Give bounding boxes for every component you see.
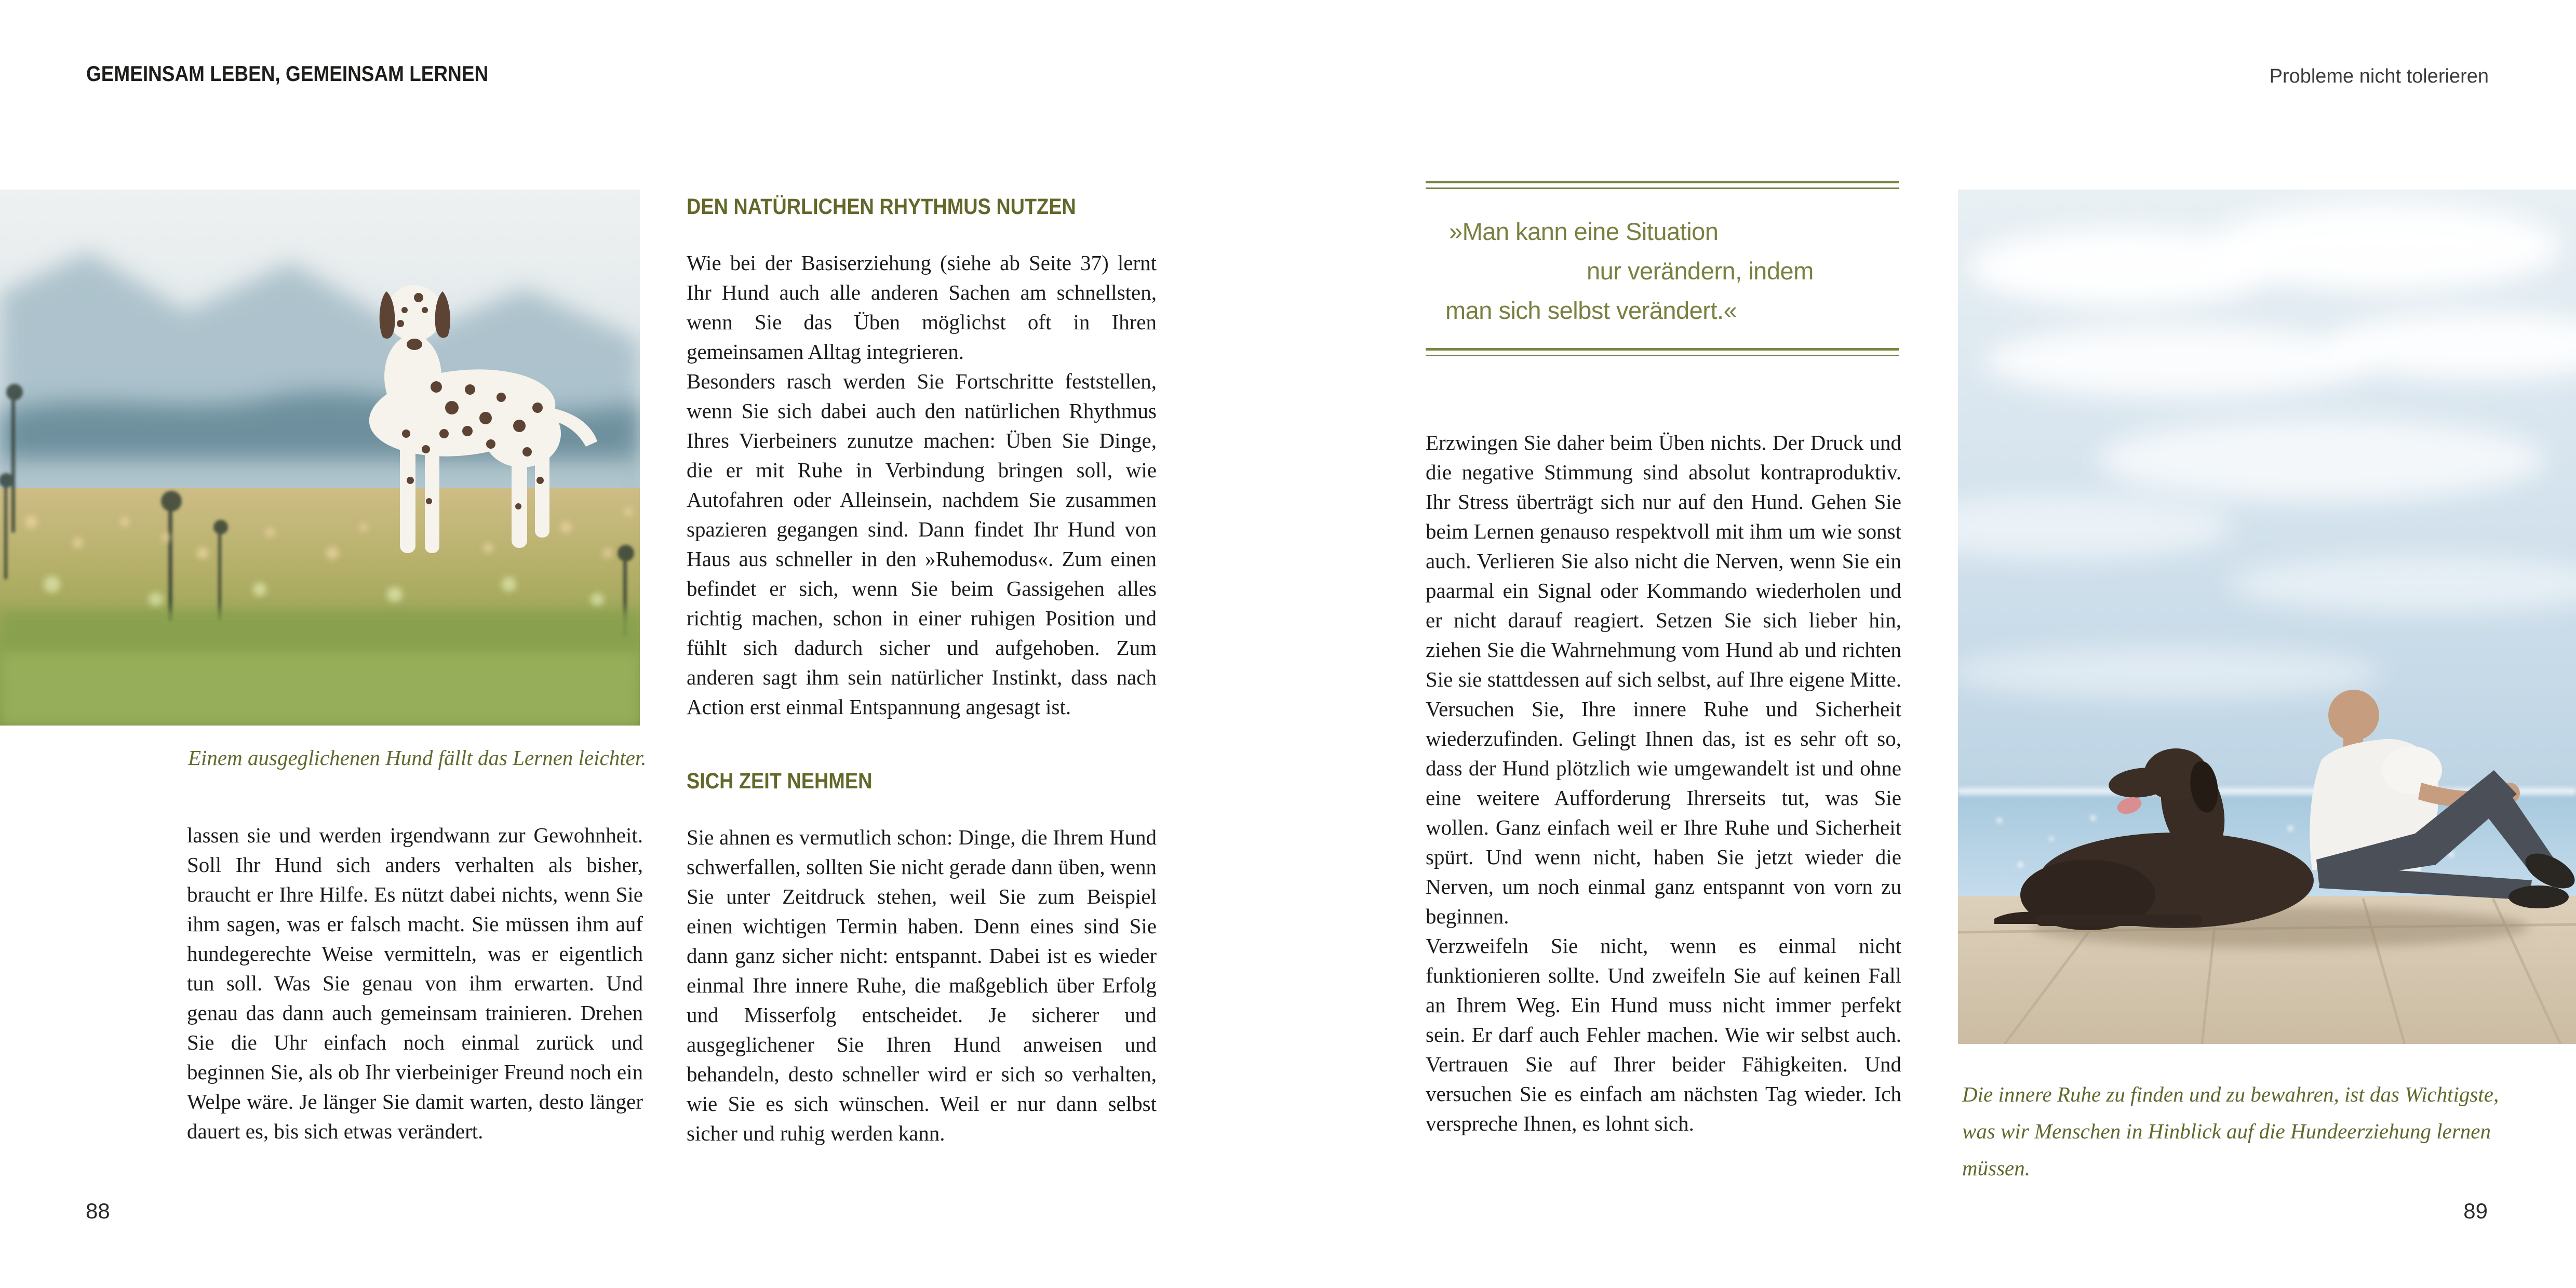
rhythmus-paragraph-2: Besonders rasch werden Sie Fortschritte feststellen, wenn Sie sich dabei auch den natürlichen Rhythmus Ihres Vierbeiners zunutze machen: Üben Sie Dinge, die er mit Ruhe in Verbindung bringen soll, wie Autofahren oder Alleinsein, nachdem Sie zusammen spazieren gegangen sind. Dann findet Ihr Hund von Haus aus schneller in den »Ruhemodus«. Zum einen befindet er sich, wenn Sie beim Gassigehen alles richtig machen, schon in einer ruhigen Position und fühlt sich dadurch sicher und aufgehoben. Zum anderen sagt ihm sein natürlicher Instinkt, dass nach Action erst einmal Entspannung angesagt ist. (687, 369, 1157, 719)
meadow-foreground-light (0, 652, 640, 726)
man-head (2328, 690, 2379, 741)
quote-rule-bottom-thin (1426, 355, 1899, 356)
man-and-dog-photo (1958, 190, 2576, 1044)
quote-rule-bottom (1426, 348, 1899, 356)
rhythmus-paragraph-1: Wie bei der Basiserziehung (siehe ab Seite 37) lernt Ihr Hund auch alle anderen Sachen am schnellsten, wenn Sie das Üben möglichst oft in Ihren gemeinsamen Alltag integrieren. (687, 251, 1157, 364)
running-head-right (2270, 65, 2489, 88)
right-paragraph-1: Erzwingen Sie daher beim Üben nichts. Der Druck und die negative Stimmung sind absolut kontraproduktiv. Ihr Stress überträgt sich nur auf den Hund. Gehen Sie beim Lernen genauso respektvoll mit ihm um wie sonst auch. Verlieren Sie also nicht die Nerven, wenn Sie ein paarmal ein Signal oder Kommando wiederholen und er nicht darauf reagiert. Setzen Sie sich lieber hin, ziehen Sie die Wahrnehmung vom Hund ab und richten Sie sie stattdessen auf sich selbst, auf Ihre eigene Mitte. Versuchen Sie, Ihre innere Ruhe und Sicherheit wiederzufinden. Gelingt Ihnen das, ist es sehr oft so, dass der Hund plötzlich wie umgewandelt ist und ohne eine weitere Aufforderung Ihrerseits tut, was Sie wollen. Ganz einfach weil er Ihre Ruhe und Sicherheit spürt. Und wenn nicht, haben Sie jetzt wieder die Nerven, um noch einmal ganz entspannt von vorn zu beginnen. (1426, 431, 1901, 928)
right-photo-caption: Die innere Ruhe zu finden und zu bewahren, ist das Wichtigste, was wir Menschen in Hinblick auf die Hundeerziehung lernen müssen. (1962, 1082, 2499, 1180)
pull-quote-block (1426, 181, 1899, 356)
right-paragraph-2: Verzweifeln Sie nicht, wenn es einmal nicht funktionieren sollte. Und zweifeln Sie auf keinen Fall an Ihrem Weg. Ein Hund muss nicht immer perfekt sein. Er darf auch Fehler machen. Wie wir selbst auch. Vertrauen Sie auf Ihrer beider Fähigkeiten. Und versuchen Sie es einfach am nächsten Tag wieder. Ich verspreche Ihnen, es lohnt sich. (1426, 934, 1901, 1135)
section-heading-rhythmus (687, 194, 1157, 219)
quote-rule-top-thick (1426, 181, 1899, 183)
quote-rule-bottom-thick (1426, 348, 1899, 351)
dalmatian-meadow-illustration (0, 190, 640, 726)
man-and-dog-illustration (1958, 190, 2576, 1044)
middle-text-column (687, 194, 1157, 1148)
running-head-right-label: Probleme nicht tolerieren (2269, 65, 2489, 87)
quote-line-2: nur verändern, indem (1587, 257, 1814, 285)
right-text-column (1426, 428, 1901, 1138)
quote-line-1: »Man kann eine Situation (1449, 218, 1719, 245)
left-text-column (187, 821, 643, 1146)
running-head-left (86, 61, 543, 86)
man-shoe-2 (2508, 886, 2569, 908)
dalmatian-meadow-photo (0, 190, 640, 726)
section-heading-zeit (687, 769, 1157, 794)
section-heading-rhythmus-label: DEN NATÜRLICHEN RHYTHMUS NUTZEN (687, 194, 1076, 219)
zeit-paragraph-1: Sie ahnen es vermutlich schon: Dinge, die Ihrem Hund schwerfallen, sollten Sie nicht gerade dann üben, wenn Sie unter Zeitdruck stehen, weil Sie zum Beispiel einen wichtigen Termin haben. Denn eines sind Sie dann ganz sicher nicht: entspannt. Dabei ist es wieder einmal Ihre innere Ruhe, die maßgeblich über Erfolg und Misserfolg entscheidet. Je sicherer und ausgeglichener Sie Ihren Hund anweisen und behandeln, desto schneller wird er sich so verhalten, wie Sie es sich wünschen. Weil er nur dann selbst sicher und ruhig werden kann. (687, 825, 1157, 1145)
pull-quote-text (1426, 212, 1899, 330)
left-photo-caption: Einem ausgeglichenen Hund fällt das Lernen leichter. (188, 746, 647, 770)
left-continuation-paragraph: lassen sie und werden irgendwann zur Gewohnheit. Soll Ihr Hund sich anders verhalten als bisher, braucht er Ihre Hilfe. Es nützt dabei nichts, wenn Sie ihm sagen, was er falsch macht. Sie müssen ihm auf hundegerechte Weise vermitteln, was er eigentlich tun soll. Was Sie genau von ihm erwarten. Und genau das dann auch gemeinsam trainieren. Drehen Sie die Uhr einfach noch einmal zurück und beginnen Sie, als ob Ihr vierbeiniger Freund noch ein Welpe wäre. Je länger Sie damit warten, desto länger dauert es, bis sich etwas verändert. (187, 823, 643, 1143)
quote-line-3: man sich selbst verändert.« (1445, 297, 1737, 324)
page-number-left: 88 (86, 1199, 110, 1223)
page-number-right: 89 (2463, 1199, 2488, 1223)
running-head-left-label: GEMEINSAM LEBEN, GEMEINSAM LERNEN (86, 61, 489, 86)
section-heading-zeit-label: SICH ZEIT NEHMEN (687, 769, 873, 794)
quote-rule-top-thin (1426, 187, 1899, 189)
